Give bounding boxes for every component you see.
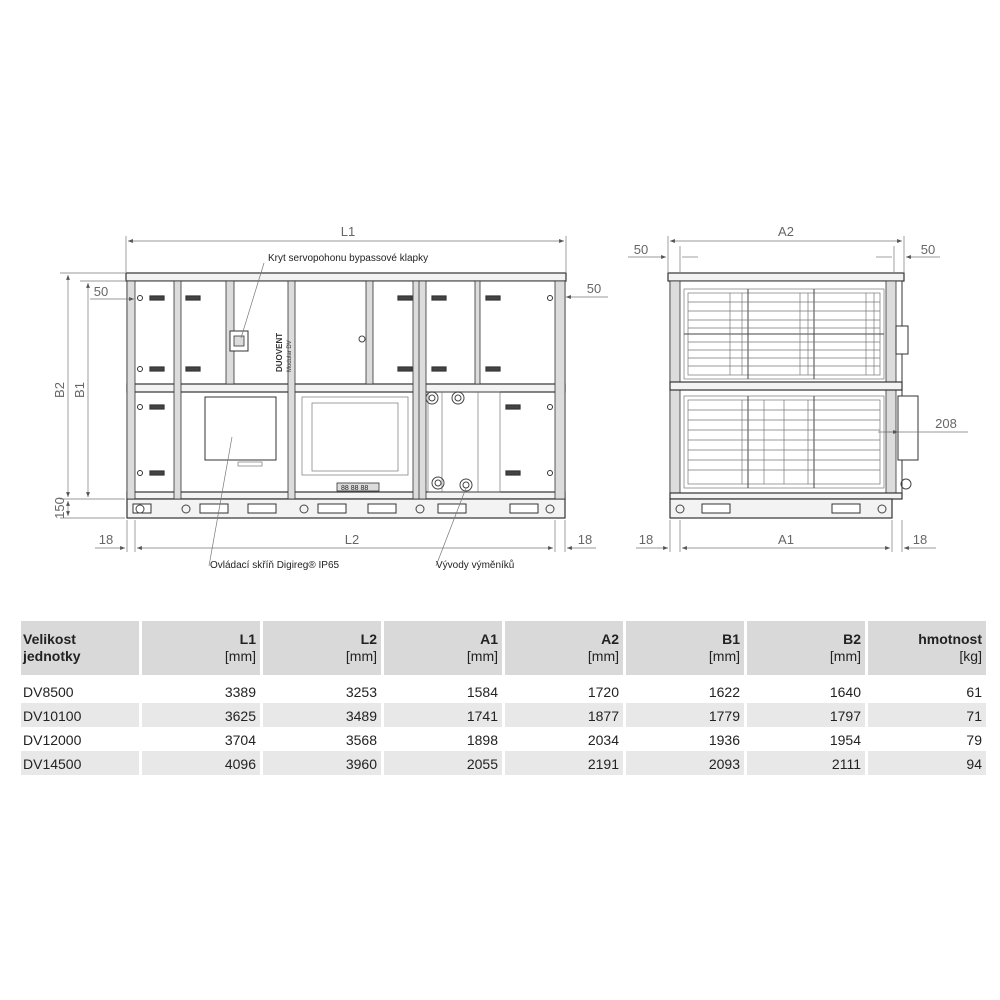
table-cell: 61	[966, 683, 982, 700]
callout-servo-cover: Kryt servopohonu bypassové klapky	[268, 253, 429, 264]
front-view	[126, 273, 566, 518]
table-cell: DV10100	[21, 703, 139, 727]
table-row	[21, 751, 986, 775]
dim-50-left: 50	[93, 284, 109, 299]
front-post	[288, 281, 295, 499]
side-control-box	[898, 396, 918, 460]
column-header-L2: L2 [mm]	[263, 621, 381, 675]
table-cell: 3389	[224, 683, 256, 700]
dim-A2: A2	[778, 224, 794, 239]
dim-B1: B1	[72, 382, 87, 398]
dim-18-side-left: 18	[638, 532, 654, 547]
table-cell: 79	[966, 731, 982, 748]
table-cell: DV12000	[23, 731, 82, 748]
table-cell: 3489	[263, 703, 381, 727]
table-cell: 1622	[708, 683, 740, 700]
dim-B2: B2	[52, 382, 67, 398]
table-cell: 94	[868, 751, 986, 775]
dim-L1: L1	[340, 224, 356, 239]
front-post	[419, 281, 426, 499]
column-header-L1: L1 [mm]	[142, 621, 260, 675]
table-cell: 3253	[345, 683, 377, 700]
table-row	[21, 703, 986, 727]
table-cell: 1741	[384, 703, 502, 727]
front-bottom-rail	[127, 492, 565, 499]
table-cell: 2034	[587, 731, 619, 748]
table-cell: 1797	[747, 703, 865, 727]
callout-exchanger-outlets: Vývody výměníků	[436, 560, 515, 571]
table-row	[21, 727, 986, 751]
table-cell: 3625	[142, 703, 260, 727]
side-bottom-rail	[670, 493, 902, 499]
dim-208: 208	[935, 416, 957, 431]
table-cell: 3568	[345, 731, 377, 748]
table-cell: 2191	[505, 751, 623, 775]
dim-50-side-right: 50	[920, 242, 936, 257]
side-roof-rail	[668, 273, 904, 281]
table-cell: 1779	[626, 703, 744, 727]
dim-50-side-left: 50	[633, 242, 649, 257]
dim-L2: L2	[344, 532, 360, 547]
side-attachment	[896, 326, 908, 354]
front-post	[174, 281, 181, 499]
control-box	[205, 397, 276, 460]
dim-18-left: 18	[98, 532, 114, 547]
dim-18-side-right: 18	[912, 532, 928, 547]
front-mid-rail	[127, 384, 565, 392]
table-cell: 1720	[587, 683, 619, 700]
dim-A1: A1	[778, 532, 794, 547]
column-header-weight: hmotnost [kg]	[868, 621, 986, 675]
dim-18-right: 18	[577, 532, 593, 547]
table-header-row	[21, 621, 986, 675]
table-cell: 1954	[829, 731, 861, 748]
table-cell: 1898	[466, 731, 498, 748]
table-cell: 1936	[708, 731, 740, 748]
front-post	[555, 281, 565, 499]
table-cell: 1584	[466, 683, 498, 700]
column-header-A2: A2 [mm]	[505, 621, 623, 675]
svg-text:DUOVENT: DUOVENT	[275, 332, 284, 372]
table-cell: 2055	[384, 751, 502, 775]
front-post	[127, 281, 135, 499]
callout-control-box: Ovládací skříň Digireg® IP65	[210, 560, 340, 571]
table-row	[21, 679, 986, 703]
table-cell: 2093	[626, 751, 744, 775]
front-post	[475, 281, 480, 384]
column-header-size: Velikost jednotky	[21, 621, 139, 675]
svg-text:Modular DV: Modular DV	[287, 340, 293, 372]
table-cell: 1640	[829, 683, 861, 700]
spec-table	[18, 621, 989, 775]
column-header-B2: B2 [mm]	[747, 621, 865, 675]
side-view	[668, 273, 918, 518]
table-cell: 3704	[224, 731, 256, 748]
front-roof-rail	[126, 273, 566, 281]
table-cell: DV8500	[23, 683, 74, 700]
table-cell: 3960	[263, 751, 381, 775]
column-header-B1: B1 [mm]	[626, 621, 744, 675]
table-cell: 71	[868, 703, 986, 727]
front-post	[366, 281, 373, 384]
dim-150: 150	[52, 497, 67, 519]
table-cell: DV14500	[21, 751, 139, 775]
side-mid-rail	[670, 382, 902, 390]
table-cell: 2111	[747, 751, 865, 775]
table-cell: 4096	[142, 751, 260, 775]
dim-50-right: 50	[586, 281, 602, 296]
servo-cover-detail	[234, 336, 244, 346]
indicator-panel-label: 88 88 88	[341, 485, 369, 492]
column-header-A1: A1 [mm]	[384, 621, 502, 675]
table-cell: 1877	[505, 703, 623, 727]
